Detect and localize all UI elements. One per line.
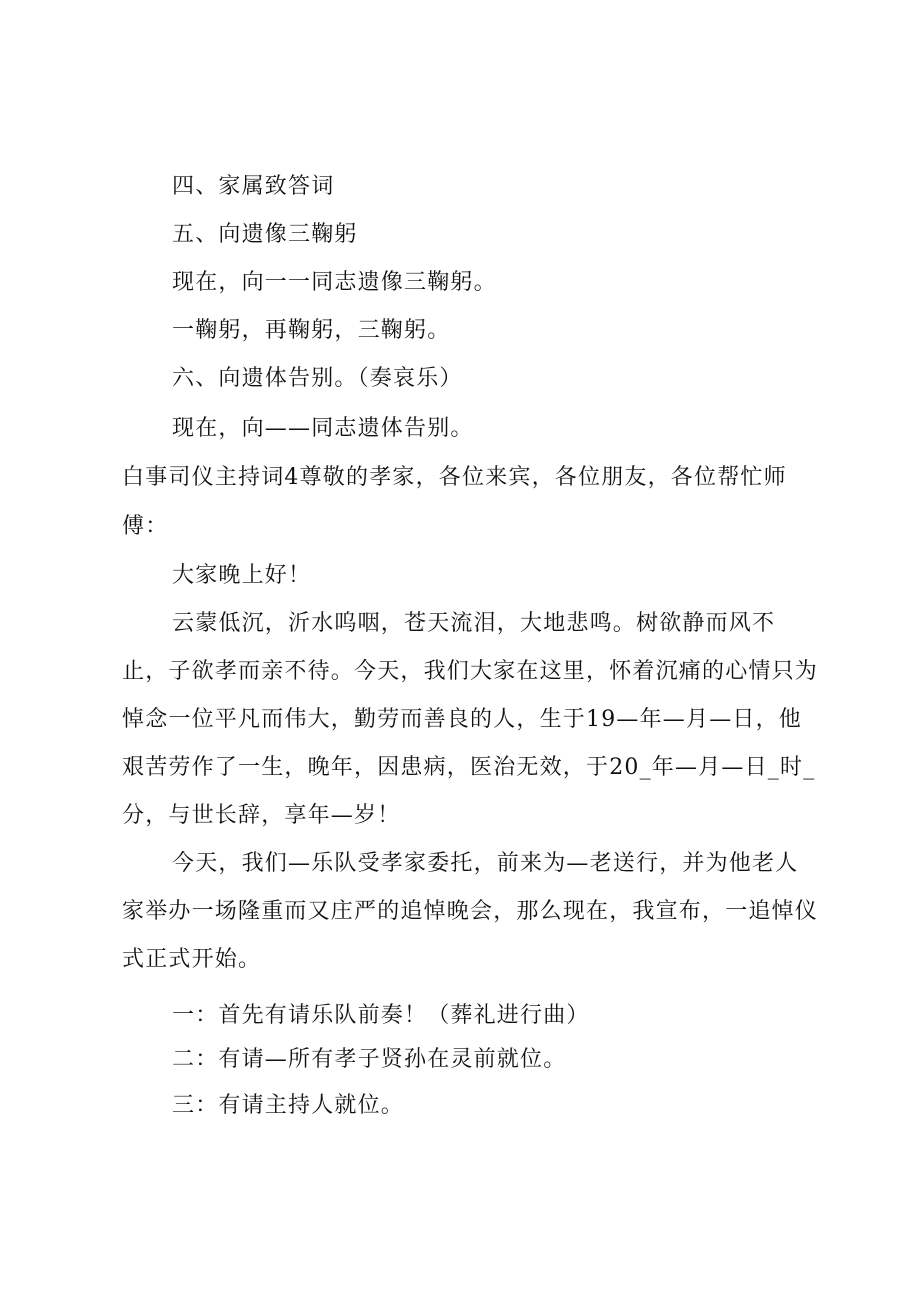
text-line: 分，与世长辞，享年—岁！: [122, 803, 401, 828]
text-line: 大家晚上好！: [172, 563, 312, 588]
text-line: 四、家属致答词: [172, 174, 335, 199]
text-line: 傅：: [122, 514, 169, 539]
text-line: 五、向遗像三鞠躬: [172, 222, 358, 247]
text-line: 白事司仪主持词4尊敬的孝家，各位来宾，各位朋友，各位帮忙师: [122, 465, 787, 490]
text-line: 艰苦劳作了一生，晚年，因患病，医治无效，于20_年—月—日_时_: [122, 755, 816, 780]
text-line: 二：有请—所有孝子贤孙在灵前就位。: [172, 1047, 567, 1072]
text-line: 悼念一位平凡而伟大，勤劳而善良的人，生于19—年—月—日，他: [122, 707, 802, 732]
text-line: 一：首先有请乐队前奏！（葬礼进行曲）: [172, 1003, 590, 1028]
text-line: 一鞠躬，再鞠躬，三鞠躬。: [172, 318, 451, 343]
text-line: 今天，我们—乐队受孝家委托，前来为—老送行，并为他老人: [172, 851, 799, 876]
text-line: 现在，向——同志遗体告别。: [172, 416, 474, 441]
text-line: 云蒙低沉，沂水呜咽，苍天流泪，大地悲鸣。树欲静而风不: [172, 611, 776, 636]
text-line: 六、向遗体告别。（奏哀乐）: [172, 366, 463, 391]
text-line: 现在，向一一同志遗像三鞠躬。: [172, 270, 497, 295]
text-line: 家举办一场隆重而又庄严的追悼晚会，那么现在，我宣布，一追悼仪: [122, 899, 819, 924]
text-line: 止，子欲孝而亲不待。今天，我们大家在这里，怀着沉痛的心情只为: [122, 659, 819, 684]
text-line: 式正式开始。: [122, 947, 262, 972]
text-line: 三：有请主持人就位。: [172, 1093, 405, 1118]
